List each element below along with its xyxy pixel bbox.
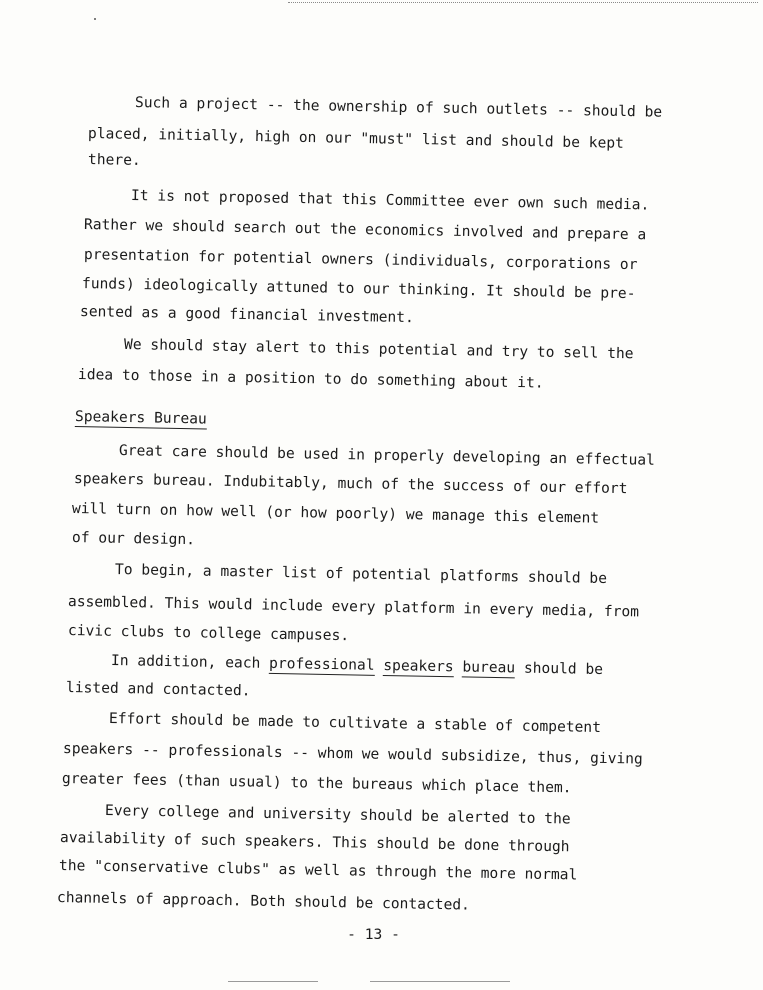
text-line: speakers -- professionals -- whom we would subsidize, thus, giving <box>62 740 643 768</box>
section-heading: Speakers Bureau <box>74 408 207 428</box>
text-line: listed and contacted. <box>65 679 251 700</box>
text-line: greater fees (than usual) to the bureaus which place them. <box>61 770 572 797</box>
text-line: placed, initially, high on our "must" list and should be kept <box>87 125 625 152</box>
text-line: speakers bureau. Indubitably, much of the success of our effort <box>73 470 628 498</box>
text-line: channels of approach. Both should be contacted. <box>56 889 471 914</box>
text-line: Rather we should search out the economics involved and prepare a <box>83 216 647 244</box>
text-line: will turn on how well (or how poorly) we manage this element <box>71 500 600 527</box>
bottom-rule-left <box>228 981 318 982</box>
text-line: Every college and university should be alerted to the <box>104 802 571 828</box>
text-fragment: should be <box>514 659 604 679</box>
text-line: civic clubs to college campuses. <box>67 622 350 645</box>
text-line: availability of such speakers. This should be done through <box>59 829 570 856</box>
text-line: We should stay alert to this potential and try to sell the <box>123 336 634 363</box>
text-line: presentation for potential owners (individuals, corporations or <box>83 246 638 274</box>
page-number: - 13 - <box>347 926 400 943</box>
text-line: of our design. <box>71 529 196 549</box>
text-line: To begin, a master list of potential platforms should be <box>114 561 608 588</box>
text-line: Great care should be used in properly developing an effectual <box>118 442 656 469</box>
text-line: funds) ideologically attuned to our thinking. It should be pre- <box>81 275 636 303</box>
text-line: idea to those in a position to do something about it. <box>77 366 544 392</box>
bottom-rule-right <box>370 981 510 982</box>
text-line: Effort should be made to cultivate a stable of competent <box>108 710 602 737</box>
text-line <box>111 652 603 679</box>
text-line: Such a project -- the ownership of such outlets -- should be <box>134 94 663 121</box>
text-line: there. <box>87 151 141 169</box>
text-fragment: In addition, each <box>110 652 270 672</box>
text-line: assembled. This would include every platform in every media, from <box>67 593 640 621</box>
underlined-word: professional <box>268 654 375 674</box>
underlined-word: speakers <box>383 656 454 676</box>
underlined-word: bureau <box>462 658 516 677</box>
text-line: the "conservative clubs" as well as through the more normal <box>58 857 578 884</box>
text-line: sented as a good financial investment. <box>79 303 414 327</box>
text-line: It is not proposed that this Committee ever own such media. <box>130 187 650 214</box>
